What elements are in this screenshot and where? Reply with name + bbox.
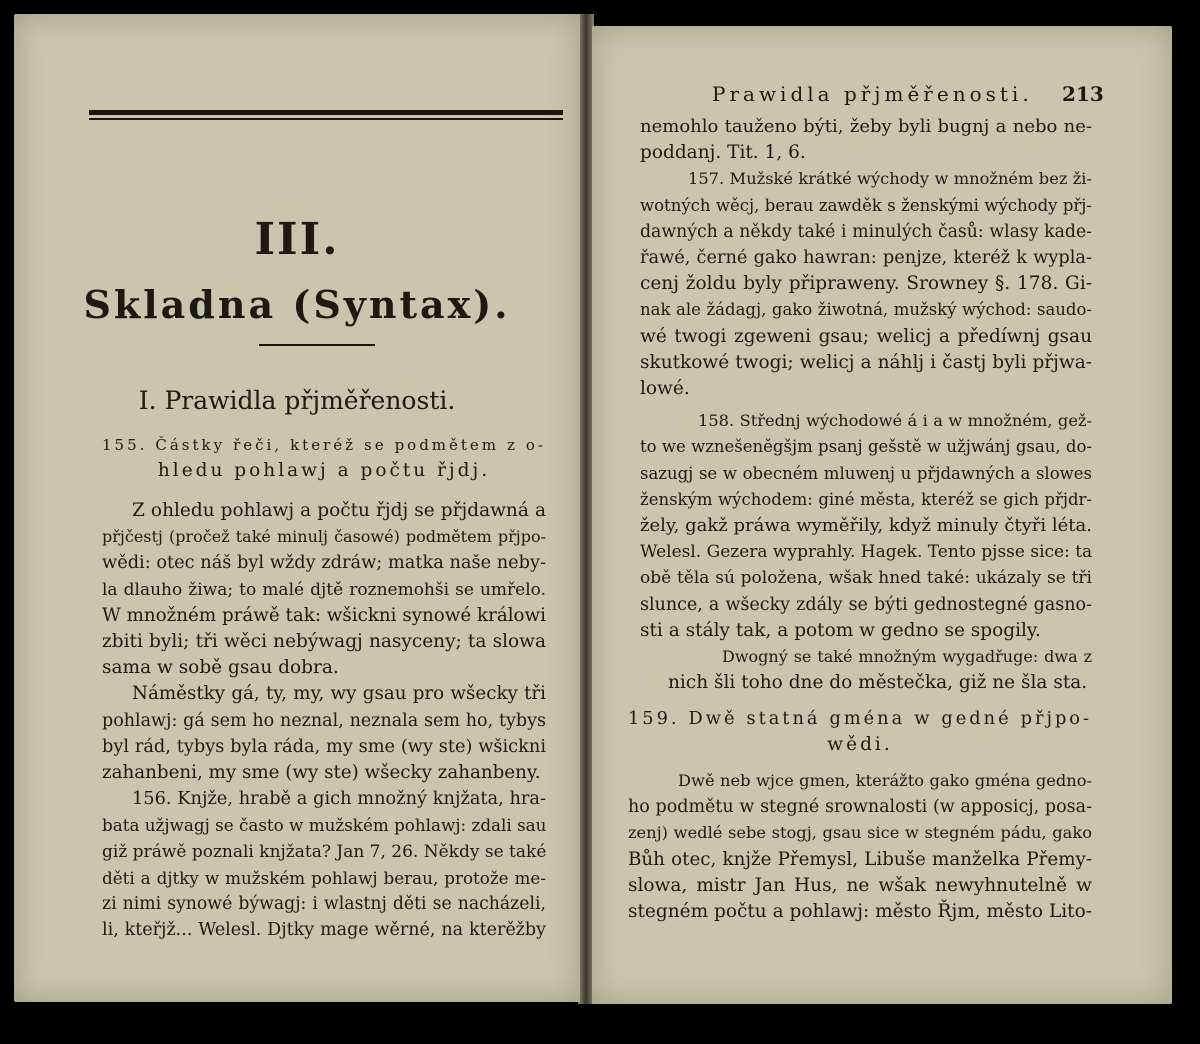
text-line: ho podmětu w stegné srownalosti (w apposicj, posa- bbox=[628, 797, 1092, 818]
text-line: stegném počtu a pohlawj: město Řjm, město Lito- bbox=[628, 901, 1092, 923]
text-line: sti a stály tak, a potom w gedno se spogily. bbox=[640, 619, 1041, 641]
para159-heading-line: 159. Dwě statná gména w gedné přjpo- bbox=[628, 709, 1092, 729]
text-line: poddanj. Tit. 1, 6. bbox=[640, 142, 806, 164]
text-line: bata užjwagj se často w mužském pohlawj: zdali sau bbox=[102, 815, 547, 836]
text-line: obě těla sú položena, wšak hned také: ukázaly se tři bbox=[640, 568, 1092, 589]
section-heading: I. Prawidla přjměřenosti. bbox=[138, 386, 456, 415]
text-line: dawných a někdy také i minulých časů: wlasy kade- bbox=[640, 221, 1092, 242]
para155-heading-line: hledu pohlawj a počtu řjdj. bbox=[157, 460, 491, 482]
text-line: W množném práwě tak: wšickni synowé králowi bbox=[102, 604, 546, 626]
text-line: Náměstky gá, ty, my, wy gsau pro wšecky tři bbox=[132, 683, 546, 705]
right-body-text-a bbox=[640, 114, 1092, 696]
text-line: Dwě neb wjce gmen, kterážto gako gména gedno- bbox=[678, 771, 1092, 790]
text-line: to we wznešeněgšjm psanj gešstě w užjwánj gsau, do- bbox=[640, 437, 1092, 457]
text-line: wé twogi zgeweni gsau; welicj a předíwnj gsau bbox=[640, 325, 1092, 347]
text-line: zbiti byli; tři wěci nebýwagj nasyceny; ta slowa bbox=[102, 631, 546, 653]
left-page bbox=[14, 14, 580, 1002]
text-line: nemohlo tauženo býti, žeby byli bugnj a nebo ne- bbox=[640, 116, 1092, 137]
text-line: pohlawj: gá sem ho neznal, neznala sem ho, tybys bbox=[102, 710, 546, 731]
text-line: 158. Střednj wýchodowé á i a w množném, gež- bbox=[698, 411, 1092, 431]
text-line: lowé. bbox=[640, 378, 690, 400]
right-page bbox=[592, 26, 1172, 1004]
text-line: la dlauho žiwa; to malé djtě roznemohši se umřelo. bbox=[102, 579, 546, 600]
right-body-text-b bbox=[628, 768, 1092, 925]
text-line: slunce, a wšecky zdály se býti gednostegné gasno- bbox=[640, 594, 1092, 615]
text-line: zenj) wedlé sebe stogj, gsau sice w stegném pádu, gako bbox=[628, 823, 1092, 843]
left-body-text bbox=[102, 498, 546, 943]
text-line: li, kteřjž... Welesl. Djtky mage wěrné, na kterěžby bbox=[102, 920, 546, 941]
text-line: zahanbeni, my sme (wy ste) wšecky zahanbeny. bbox=[102, 762, 541, 784]
text-line: sazugj se w obecném mluwenj u přjdawných a slowes bbox=[640, 463, 1092, 483]
text-line: Bůh otec, knjže Přemysl, Libuše manželka Přemy- bbox=[628, 848, 1092, 870]
text-line: Z ohledu pohlawj a počtu řjdj se přjdawná a bbox=[132, 500, 546, 521]
chapter-number: III. bbox=[254, 214, 340, 265]
text-line: wotných wěcj, berau zawděk s ženskými wýchody přj- bbox=[640, 195, 1092, 215]
text-line: 157. Mužské krátké wýchody w množném bez ži- bbox=[688, 169, 1092, 189]
text-line: 156. Knjže, hrabě a gich množný knjžata, hra- bbox=[132, 789, 546, 810]
running-head: Prawidla přjměřenosti. bbox=[712, 82, 1033, 106]
text-line: žely, gakž práwa wyměřily, když minuly čtyři léta. bbox=[640, 515, 1092, 537]
text-line: řawé, černé gako hawran: penjze, kteréž k wypla- bbox=[640, 248, 1092, 269]
text-line: byl rád, tybys byla ráda, my sme (wy ste) wšickni bbox=[102, 736, 546, 757]
page-number: 213 bbox=[1062, 82, 1104, 106]
para159-heading-line: wědi. bbox=[827, 734, 893, 756]
thin-rule bbox=[89, 118, 563, 120]
text-line: zi nimi synowé býwagj: i wlastnj děti se nacházeli, bbox=[102, 894, 546, 915]
text-line: nak ale žádagj, gako žiwotná, mužský wýchod: saudo- bbox=[640, 300, 1092, 320]
text-line: Dwogný se také množným wygadřuge: dwa z bbox=[722, 647, 1092, 667]
text-line: cenj žoldu byly připraweny. Srowney §. 178. Gi- bbox=[640, 273, 1092, 295]
part-title: Skladna (Syntax). bbox=[83, 282, 511, 327]
text-line: nich šli toho dne do městečka, giž ne šla sta. bbox=[668, 672, 1088, 694]
title-rule bbox=[259, 344, 375, 346]
text-line: přjčestj (pročež také minulj časowé) podmětem přjpo- bbox=[102, 527, 546, 547]
thick-rule bbox=[89, 110, 563, 115]
text-line: slowa, mistr Jan Hus, ne wšak newyhnutelně w bbox=[628, 874, 1092, 896]
text-line: ženským wýchodem: giné města, kteréž se gich přjdr- bbox=[640, 489, 1092, 509]
text-line: skutkowé twogi; welicj a náhlj i častj byli přjwa- bbox=[640, 351, 1092, 373]
para155-heading-block bbox=[102, 432, 546, 484]
text-line: giž práwě poznali knjžata? Jan 7, 26. Někdy se také bbox=[102, 841, 547, 862]
text-line: děti a djtky w mužském pohlawj berau, protože me- bbox=[102, 867, 546, 888]
header-double-rule bbox=[89, 110, 563, 120]
text-line: wědi: otec náš byl wždy zdráw; matka naše neby- bbox=[102, 553, 547, 574]
para159-heading-block bbox=[628, 706, 1092, 758]
text-line: Welesl. Gezera wyprahly. Hagek. Tento pjsse sice: ta bbox=[640, 542, 1093, 563]
para155-heading-line: 155. Částky řeči, kteréž se podmětem z o- bbox=[102, 436, 546, 454]
text-line: sama w sobě gsau dobra. bbox=[102, 657, 339, 679]
